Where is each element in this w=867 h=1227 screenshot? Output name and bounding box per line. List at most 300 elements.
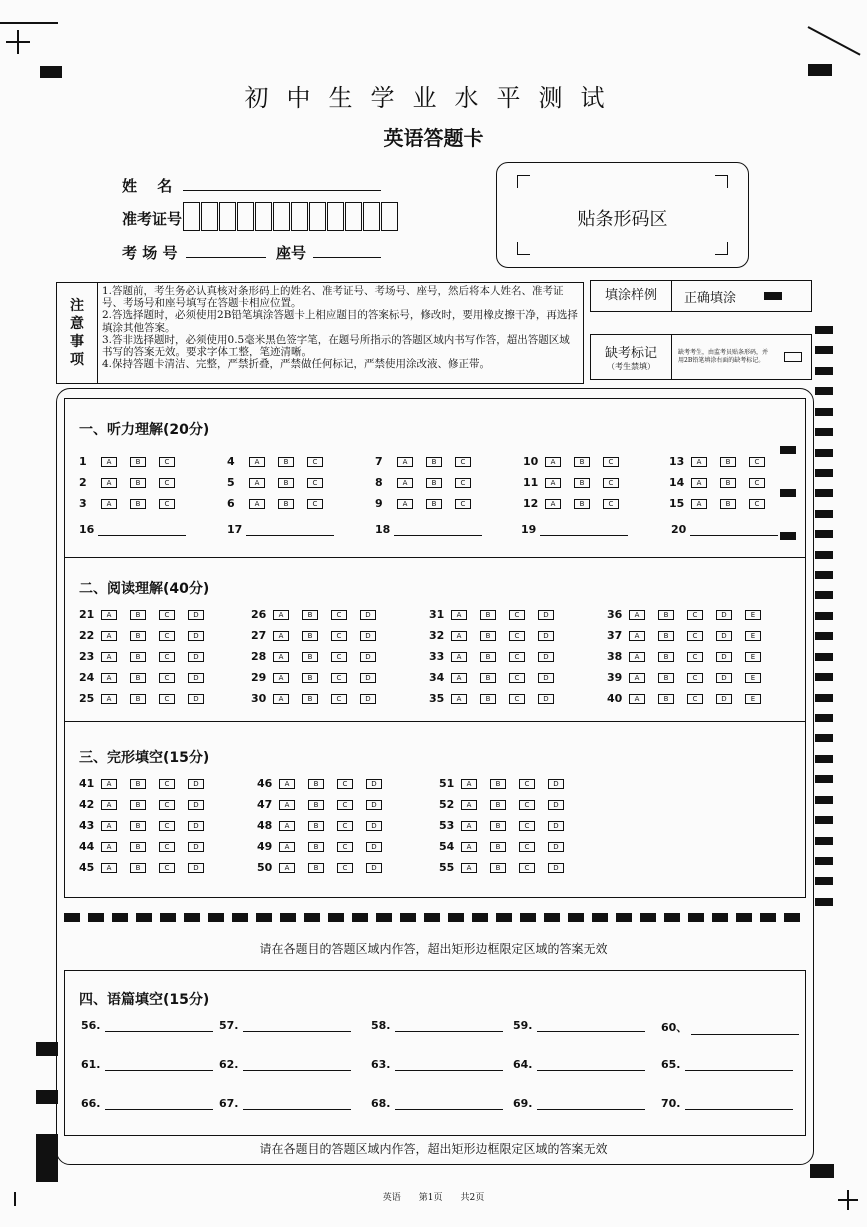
option-c-bubble[interactable]: C: [159, 863, 175, 873]
option-b-bubble[interactable]: B: [720, 457, 736, 467]
section-listening: [64, 398, 806, 558]
question-29: [251, 671, 389, 684]
question-43: [79, 819, 217, 832]
option-a-bubble[interactable]: A: [101, 673, 117, 683]
option-c-bubble[interactable]: C: [603, 499, 619, 509]
answer-line[interactable]: [537, 1099, 645, 1110]
question-number: 15: [669, 497, 685, 510]
option-d-bubble[interactable]: D: [188, 779, 204, 789]
option-c-bubble[interactable]: C: [159, 694, 175, 704]
option-d-bubble[interactable]: D: [360, 631, 376, 641]
option-c-bubble[interactable]: C: [749, 457, 765, 467]
id-number-boxes[interactable]: [183, 202, 399, 231]
option-b-bubble[interactable]: B: [574, 499, 590, 509]
option-b-bubble[interactable]: B: [130, 652, 146, 662]
option-c-bubble[interactable]: C: [603, 457, 619, 467]
option-d-bubble[interactable]: D: [716, 652, 732, 662]
option-a-bubble[interactable]: A: [101, 499, 117, 509]
option-b-bubble[interactable]: B: [574, 457, 590, 467]
option-b-bubble[interactable]: B: [130, 478, 146, 488]
question-number: 34: [429, 671, 445, 684]
option-b-bubble[interactable]: B: [490, 779, 506, 789]
blank-70.: [661, 1097, 793, 1110]
option-a-bubble[interactable]: A: [545, 499, 561, 509]
question-53: [439, 819, 577, 832]
option-d-bubble[interactable]: D: [360, 652, 376, 662]
timing-mark: [810, 1164, 834, 1178]
question-number: 30: [251, 692, 267, 705]
option-d-bubble[interactable]: D: [716, 694, 732, 704]
option-d-bubble[interactable]: D: [548, 800, 564, 810]
option-d-bubble[interactable]: D: [538, 694, 554, 704]
option-d-bubble[interactable]: D: [548, 842, 564, 852]
option-d-bubble[interactable]: D: [366, 842, 382, 852]
option-c-bubble[interactable]: C: [159, 457, 175, 467]
option-c-bubble[interactable]: C: [687, 610, 703, 620]
option-b-bubble[interactable]: B: [130, 863, 146, 873]
option-a-bubble[interactable]: A: [279, 779, 295, 789]
option-b-bubble[interactable]: B: [480, 673, 496, 683]
option-c-bubble[interactable]: C: [509, 652, 525, 662]
option-c-bubble[interactable]: C: [749, 478, 765, 488]
blank-69.: [513, 1097, 645, 1110]
question-number: 8: [375, 476, 383, 489]
option-a-bubble[interactable]: A: [451, 631, 467, 641]
option-c-bubble[interactable]: C: [519, 821, 535, 831]
timing-mark: [40, 66, 62, 78]
option-c-bubble[interactable]: C: [519, 863, 535, 873]
option-a-bubble[interactable]: A: [101, 821, 117, 831]
question-number: 57.: [219, 1019, 239, 1032]
question-50: [257, 861, 395, 874]
option-c-bubble[interactable]: C: [159, 652, 175, 662]
option-b-bubble[interactable]: B: [308, 779, 324, 789]
question-number: 59.: [513, 1019, 533, 1032]
option-a-bubble[interactable]: A: [397, 499, 413, 509]
question-number: 31: [429, 608, 445, 621]
option-a-bubble[interactable]: A: [691, 457, 707, 467]
option-d-bubble[interactable]: D: [538, 673, 554, 683]
option-a-bubble[interactable]: A: [461, 779, 477, 789]
option-a-bubble[interactable]: A: [273, 673, 289, 683]
option-c-bubble[interactable]: C: [337, 863, 353, 873]
option-c-bubble[interactable]: C: [159, 779, 175, 789]
blank-64.: [513, 1058, 645, 1071]
room-field[interactable]: [186, 257, 266, 258]
option-c-bubble[interactable]: C: [509, 610, 525, 620]
option-d-bubble[interactable]: D: [366, 779, 382, 789]
option-c-bubble[interactable]: C: [337, 800, 353, 810]
option-b-bubble[interactable]: B: [490, 863, 506, 873]
option-a-bubble[interactable]: A: [101, 779, 117, 789]
option-c-bubble[interactable]: C: [455, 499, 471, 509]
option-d-bubble[interactable]: D: [188, 800, 204, 810]
answer-line[interactable]: [685, 1060, 793, 1071]
option-b-bubble[interactable]: B: [480, 652, 496, 662]
question-number: 66.: [81, 1097, 101, 1110]
question-52: [439, 798, 577, 811]
question-number: 70.: [661, 1097, 681, 1110]
option-c-bubble[interactable]: C: [519, 800, 535, 810]
option-a-bubble[interactable]: A: [451, 610, 467, 620]
question-32: [429, 629, 567, 642]
option-c-bubble[interactable]: C: [337, 821, 353, 831]
option-d-bubble[interactable]: D: [188, 863, 204, 873]
option-d-bubble[interactable]: D: [548, 863, 564, 873]
option-b-bubble[interactable]: B: [658, 673, 674, 683]
option-b-bubble[interactable]: B: [302, 610, 318, 620]
blank-66.: [81, 1097, 213, 1110]
question-4: [227, 455, 336, 468]
blank-19: [521, 523, 628, 536]
answer-line[interactable]: [690, 525, 778, 536]
option-c-bubble[interactable]: C: [159, 499, 175, 509]
option-c-bubble[interactable]: C: [331, 694, 347, 704]
option-b-bubble[interactable]: B: [658, 631, 674, 641]
question-number: 42: [79, 798, 95, 811]
question-36: [607, 608, 774, 621]
option-a-bubble[interactable]: A: [397, 478, 413, 488]
option-c-bubble[interactable]: C: [159, 821, 175, 831]
option-a-bubble[interactable]: A: [101, 652, 117, 662]
question-number: 7: [375, 455, 383, 468]
option-b-bubble[interactable]: B: [720, 478, 736, 488]
question-number: 19: [521, 523, 537, 536]
answer-line[interactable]: [243, 1060, 351, 1071]
question-number: 29: [251, 671, 267, 684]
option-d-bubble[interactable]: D: [188, 631, 204, 641]
option-c-bubble[interactable]: C: [519, 779, 535, 789]
option-c-bubble[interactable]: C: [687, 652, 703, 662]
barcode-area: [496, 162, 749, 268]
option-a-bubble[interactable]: A: [451, 652, 467, 662]
option-a-bubble[interactable]: A: [101, 631, 117, 641]
filled-sample: [764, 292, 782, 300]
question-40: [607, 692, 774, 705]
option-a-bubble[interactable]: A: [249, 457, 265, 467]
option-b-bubble[interactable]: B: [658, 610, 674, 620]
option-c-bubble[interactable]: C: [509, 673, 525, 683]
option-a-bubble[interactable]: A: [629, 652, 645, 662]
timing-mark: [36, 1134, 58, 1182]
name-label: 姓 名: [122, 177, 173, 195]
option-c-bubble[interactable]: C: [455, 457, 471, 467]
option-b-bubble[interactable]: B: [308, 800, 324, 810]
answer-line[interactable]: [537, 1021, 645, 1032]
option-a-bubble[interactable]: A: [279, 800, 295, 810]
option-a-bubble[interactable]: A: [461, 821, 477, 831]
question-number: 47: [257, 798, 273, 811]
option-c-bubble[interactable]: C: [687, 694, 703, 704]
question-number: 39: [607, 671, 623, 684]
option-e-bubble[interactable]: E: [745, 610, 761, 620]
option-a-bubble[interactable]: A: [691, 478, 707, 488]
question-14: [669, 476, 778, 489]
option-b-bubble[interactable]: B: [426, 499, 442, 509]
note-item: 4.保持答题卡清洁、完整，严禁折叠，严禁做任何标记，严禁使用涂改液、修正带。: [102, 358, 491, 371]
answer-line[interactable]: [243, 1021, 351, 1032]
answer-line[interactable]: [394, 525, 482, 536]
question-number: 4: [227, 455, 235, 468]
section-passage: [64, 970, 806, 1136]
option-c-bubble[interactable]: C: [331, 673, 347, 683]
absent-mark-box[interactable]: [784, 352, 802, 362]
option-a-bubble[interactable]: A: [101, 863, 117, 873]
option-c-bubble[interactable]: C: [159, 800, 175, 810]
option-d-bubble[interactable]: D: [366, 863, 382, 873]
answer-line[interactable]: [105, 1099, 213, 1110]
answer-line[interactable]: [243, 1099, 351, 1110]
question-24: [79, 671, 217, 684]
option-b-bubble[interactable]: B: [278, 457, 294, 467]
blank-57.: [219, 1019, 351, 1032]
option-c-bubble[interactable]: C: [509, 694, 525, 704]
timing-mark: [780, 532, 796, 540]
option-b-bubble[interactable]: B: [278, 499, 294, 509]
blank-68.: [371, 1097, 503, 1110]
option-a-bubble[interactable]: A: [629, 631, 645, 641]
option-b-bubble[interactable]: B: [658, 694, 674, 704]
option-b-bubble[interactable]: B: [490, 800, 506, 810]
option-d-bubble[interactable]: D: [716, 631, 732, 641]
absent-box: [590, 334, 812, 380]
option-c-bubble[interactable]: C: [331, 610, 347, 620]
option-d-bubble[interactable]: D: [360, 694, 376, 704]
question-22: [79, 629, 217, 642]
answer-line[interactable]: [105, 1021, 213, 1032]
option-a-bubble[interactable]: A: [101, 694, 117, 704]
option-b-bubble[interactable]: B: [302, 694, 318, 704]
correct-fill-label: 正确填涂: [684, 290, 737, 306]
question-51: [439, 777, 577, 790]
option-a-bubble[interactable]: A: [279, 821, 295, 831]
blank-17: [227, 523, 334, 536]
top-left-line: [0, 22, 58, 24]
option-c-bubble[interactable]: C: [519, 842, 535, 852]
question-6: [227, 497, 336, 510]
question-5: [227, 476, 336, 489]
option-d-bubble[interactable]: D: [716, 673, 732, 683]
option-a-bubble[interactable]: A: [249, 499, 265, 509]
option-c-bubble[interactable]: C: [603, 478, 619, 488]
answer-line[interactable]: [537, 1060, 645, 1071]
option-b-bubble[interactable]: B: [658, 652, 674, 662]
option-a-bubble[interactable]: A: [461, 800, 477, 810]
question-54: [439, 840, 577, 853]
option-b-bubble[interactable]: B: [480, 631, 496, 641]
question-7: [375, 455, 484, 468]
question-25: [79, 692, 217, 705]
option-a-bubble[interactable]: A: [545, 478, 561, 488]
option-d-bubble[interactable]: D: [188, 821, 204, 831]
id-label: 准考证号: [122, 210, 183, 228]
option-c-bubble[interactable]: C: [331, 631, 347, 641]
barcode-label: 贴条形码区: [577, 209, 668, 230]
option-c-bubble[interactable]: C: [337, 842, 353, 852]
option-a-bubble[interactable]: A: [461, 863, 477, 873]
option-c-bubble[interactable]: C: [159, 673, 175, 683]
question-13: [669, 455, 778, 468]
option-c-bubble[interactable]: C: [159, 610, 175, 620]
option-a-bubble[interactable]: A: [279, 863, 295, 873]
option-a-bubble[interactable]: A: [273, 694, 289, 704]
question-1: [79, 455, 188, 468]
name-field[interactable]: [183, 190, 381, 191]
option-a-bubble[interactable]: A: [101, 478, 117, 488]
option-c-bubble[interactable]: C: [337, 779, 353, 789]
option-a-bubble[interactable]: A: [101, 800, 117, 810]
question-number: 60、: [661, 1021, 688, 1034]
option-b-bubble[interactable]: B: [720, 499, 736, 509]
option-c-bubble[interactable]: C: [307, 478, 323, 488]
option-b-bubble[interactable]: B: [302, 652, 318, 662]
answer-line[interactable]: [105, 1060, 213, 1071]
option-a-bubble[interactable]: A: [273, 610, 289, 620]
option-b-bubble[interactable]: B: [308, 863, 324, 873]
option-e-bubble[interactable]: E: [745, 673, 761, 683]
option-b-bubble[interactable]: B: [308, 821, 324, 831]
option-b-bubble[interactable]: B: [130, 694, 146, 704]
option-a-bubble[interactable]: A: [273, 652, 289, 662]
page-subtitle: 英语答题卡: [383, 126, 484, 150]
option-a-bubble[interactable]: A: [629, 673, 645, 683]
option-a-bubble[interactable]: A: [397, 457, 413, 467]
blank-59.: [513, 1019, 645, 1032]
option-d-bubble[interactable]: D: [188, 673, 204, 683]
option-a-bubble[interactable]: A: [101, 457, 117, 467]
option-d-bubble[interactable]: D: [548, 821, 564, 831]
question-number: 64.: [513, 1058, 533, 1071]
note-item: 2.答选择题时，必须使用2B铅笔填涂答题卡上相应题目的答案标号，修改时，要用橡皮擦干净，再选择填涂其他答案。: [102, 309, 578, 334]
option-e-bubble[interactable]: E: [745, 652, 761, 662]
option-a-bubble[interactable]: A: [451, 673, 467, 683]
answer-line[interactable]: [395, 1060, 503, 1071]
option-a-bubble[interactable]: A: [629, 694, 645, 704]
question-number: 67.: [219, 1097, 239, 1110]
question-number: 14: [669, 476, 685, 489]
option-b-bubble[interactable]: B: [130, 842, 146, 852]
option-a-bubble[interactable]: A: [545, 457, 561, 467]
option-b-bubble[interactable]: B: [480, 694, 496, 704]
option-d-bubble[interactable]: D: [188, 652, 204, 662]
option-d-bubble[interactable]: D: [366, 800, 382, 810]
option-d-bubble[interactable]: D: [188, 610, 204, 620]
question-45: [79, 861, 217, 874]
option-c-bubble[interactable]: C: [687, 673, 703, 683]
option-c-bubble[interactable]: C: [159, 478, 175, 488]
option-a-bubble[interactable]: A: [279, 842, 295, 852]
option-d-bubble[interactable]: D: [538, 652, 554, 662]
question-42: [79, 798, 217, 811]
answer-line[interactable]: [540, 525, 628, 536]
option-b-bubble[interactable]: B: [490, 821, 506, 831]
option-b-bubble[interactable]: B: [480, 610, 496, 620]
option-b-bubble[interactable]: B: [574, 478, 590, 488]
option-c-bubble[interactable]: C: [159, 631, 175, 641]
note-item: 3.答非选择题时，必须使用0.5毫米黑色签字笔，在题号所指示的答题区域内书写作答，超出答题区域书写的答案无效。要求字体工整，笔迹清晰。: [102, 333, 570, 359]
option-b-bubble[interactable]: B: [130, 610, 146, 620]
option-a-bubble[interactable]: A: [249, 478, 265, 488]
answer-line[interactable]: [691, 1024, 799, 1035]
answer-line[interactable]: [395, 1021, 503, 1032]
option-b-bubble[interactable]: B: [130, 631, 146, 641]
option-b-bubble[interactable]: B: [130, 779, 146, 789]
blank-63.: [371, 1058, 503, 1071]
question-55: [439, 861, 577, 874]
option-d-bubble[interactable]: D: [716, 610, 732, 620]
question-number: 41: [79, 777, 95, 790]
option-b-bubble[interactable]: B: [302, 631, 318, 641]
option-b-bubble[interactable]: B: [130, 499, 146, 509]
option-a-bubble[interactable]: A: [451, 694, 467, 704]
question-48: [257, 819, 395, 832]
option-b-bubble[interactable]: B: [426, 478, 442, 488]
option-d-bubble[interactable]: D: [538, 610, 554, 620]
option-c-bubble[interactable]: C: [307, 499, 323, 509]
option-b-bubble[interactable]: B: [308, 842, 324, 852]
page-title: 初中生学业水平测试: [244, 84, 623, 112]
answer-line[interactable]: [685, 1099, 793, 1110]
option-e-bubble[interactable]: E: [745, 631, 761, 641]
answer-line[interactable]: [246, 525, 334, 536]
timing-mark: [780, 446, 796, 454]
option-a-bubble[interactable]: A: [461, 842, 477, 852]
option-b-bubble[interactable]: B: [130, 457, 146, 467]
question-number: 46: [257, 777, 273, 790]
option-a-bubble[interactable]: A: [101, 842, 117, 852]
option-b-bubble[interactable]: B: [490, 842, 506, 852]
option-d-bubble[interactable]: D: [188, 694, 204, 704]
notes-header: 注 意 事 项: [57, 283, 98, 383]
question-35: [429, 692, 567, 705]
question-number: 37: [607, 629, 623, 642]
answer-line[interactable]: [98, 525, 186, 536]
option-c-bubble[interactable]: C: [331, 652, 347, 662]
question-number: 12: [523, 497, 539, 510]
answer-line[interactable]: [395, 1099, 503, 1110]
option-a-bubble[interactable]: A: [101, 610, 117, 620]
option-b-bubble[interactable]: B: [130, 821, 146, 831]
option-b-bubble[interactable]: B: [302, 673, 318, 683]
option-a-bubble[interactable]: A: [691, 499, 707, 509]
option-a-bubble[interactable]: A: [273, 631, 289, 641]
option-e-bubble[interactable]: E: [745, 694, 761, 704]
option-d-bubble[interactable]: D: [188, 842, 204, 852]
option-c-bubble[interactable]: C: [687, 631, 703, 641]
option-d-bubble[interactable]: D: [360, 673, 376, 683]
option-d-bubble[interactable]: D: [548, 779, 564, 789]
option-d-bubble[interactable]: D: [538, 631, 554, 641]
option-b-bubble[interactable]: B: [278, 478, 294, 488]
option-c-bubble[interactable]: C: [159, 842, 175, 852]
option-b-bubble[interactable]: B: [426, 457, 442, 467]
option-a-bubble[interactable]: A: [629, 610, 645, 620]
option-c-bubble[interactable]: C: [307, 457, 323, 467]
option-d-bubble[interactable]: D: [360, 610, 376, 620]
option-d-bubble[interactable]: D: [366, 821, 382, 831]
option-c-bubble[interactable]: C: [749, 499, 765, 509]
seat-field[interactable]: [313, 257, 381, 258]
option-c-bubble[interactable]: C: [455, 478, 471, 488]
page-footer: 英语 第1页 共2页: [382, 1193, 485, 1203]
question-number: 20: [671, 523, 687, 536]
option-b-bubble[interactable]: B: [130, 673, 146, 683]
option-c-bubble[interactable]: C: [509, 631, 525, 641]
section-title: 二、阅读理解(40分): [79, 581, 210, 597]
blank-65.: [661, 1058, 793, 1071]
question-15: [669, 497, 778, 510]
option-b-bubble[interactable]: B: [130, 800, 146, 810]
